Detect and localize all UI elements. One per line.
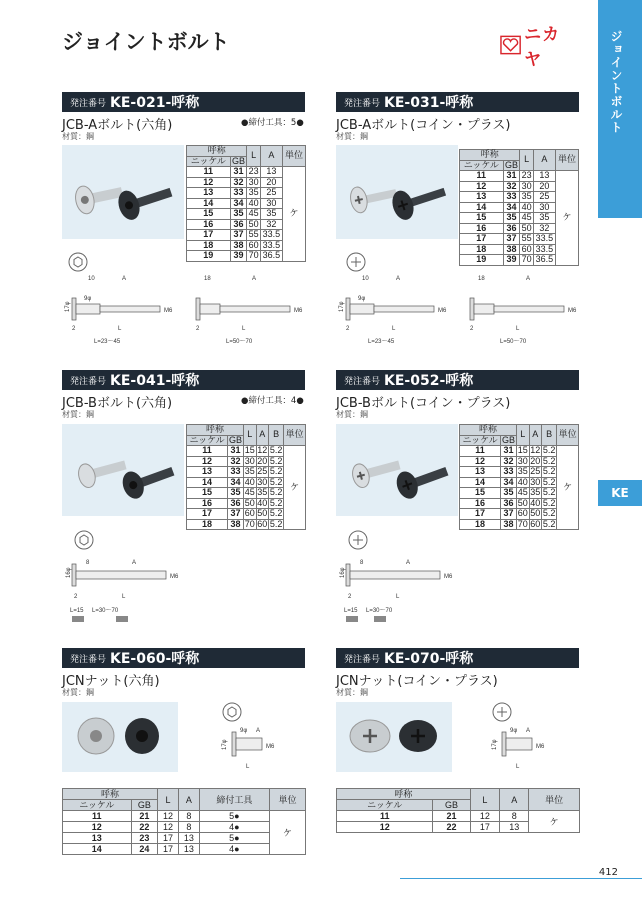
- table-row: 12 32 30 20 5.2: [460, 456, 579, 467]
- col-gb: GB: [232, 155, 246, 166]
- table-row: 13 33 35 25: [460, 192, 579, 203]
- svg-text:L=15: L=15: [70, 608, 84, 614]
- table-row: 15 35 45 35: [460, 213, 579, 224]
- table-row: 16 36 50 40 5.2: [460, 498, 579, 509]
- table-row: 12 32 30 20: [187, 177, 306, 188]
- product-name: JCB-Bボルト(六角): [62, 396, 173, 411]
- table-row: 12 32 30 20 5.2: [187, 456, 306, 467]
- svg-text:A: A: [396, 276, 401, 282]
- order-code: KE-070-呼称: [384, 651, 474, 667]
- table-row: 14 34 40 30: [460, 202, 579, 213]
- svg-text:17φ: 17φ: [222, 739, 228, 750]
- dimension-drawing: [336, 248, 582, 348]
- brand-logo: [500, 25, 576, 70]
- section-header-ke021: [62, 92, 305, 112]
- material: 材質：鋼: [336, 132, 368, 141]
- col-unit: 単位: [283, 146, 306, 167]
- table-row: 17 37 55 33.5: [460, 234, 579, 245]
- product-photo: [336, 424, 458, 516]
- table-row: 12 22 17 13: [337, 822, 580, 833]
- product-photo: [62, 702, 178, 772]
- table-row: 11 31 15 12 5.2 ケ: [460, 446, 579, 457]
- svg-text:8: 8: [86, 560, 90, 566]
- table-row: 18 38 70 60 5.2: [460, 519, 579, 530]
- svg-text:M6: M6: [266, 744, 275, 750]
- svg-text:10: 10: [88, 276, 95, 282]
- table-row: 18 38 60 33.5: [187, 240, 306, 251]
- svg-text:2: 2: [348, 594, 352, 600]
- svg-text:9φ: 9φ: [240, 728, 248, 734]
- spec-table: 呼称 L A B 単位 ニッケル GB 11 31 15 12 5.2 ケ 12 32 30 20 5.2 13 33 35 25 5.2 14 34 40 30 5.2 15 35 45 35 5.2 16 36 50 40 5.2 17 37 60 50 5.2 18 38 70 60 5.2: [186, 424, 306, 530]
- product-name: JCB-Bボルト(コイン・プラス): [336, 396, 511, 411]
- svg-text:2: 2: [470, 326, 474, 332]
- dimension-drawing: [62, 248, 308, 348]
- product-name: JCB-Aボルト(コイン・プラス): [336, 118, 511, 133]
- table-row: 11 21 12 8 ケ: [337, 811, 580, 822]
- svg-text:9φ: 9φ: [84, 296, 92, 302]
- spec-table: 呼称 L A 単位 ニッケル GB 11 31 23 13 ケ 12 32 30 20 13 33 35 25 14 34 40 30 15 35 45 35 16 36 50 32 17 37 55 33.5 18 38 60 33.5 19 39 70 36.5: [459, 149, 579, 266]
- section-header-ke070: 発注番号 KE-070-呼称: [336, 648, 579, 668]
- table-row: 11 31 23 13 ケ: [187, 167, 306, 178]
- svg-text:18: 18: [204, 276, 211, 282]
- spec-table: 呼称 L A B 単位 ニッケル GB 11 31 15 12 5.2 ケ 12 32 30 20 5.2 13 33 35 25 5.2 14 34 40 30 5.2 15 35 45 35 5.2 16 36 50 40 5.2 17 37 60 50 5.2 18 38 70 60 5.2: [459, 424, 579, 530]
- section-header-ke052: 発注番号 KE-052-呼称: [336, 370, 579, 390]
- svg-text:M6: M6: [438, 308, 447, 314]
- svg-text:17φ: 17φ: [65, 301, 71, 312]
- table-row: 11 21 12 8 5● ケ: [63, 811, 306, 822]
- svg-text:A: A: [526, 276, 531, 282]
- side-tab-label: ジョイントボルト: [609, 30, 623, 134]
- table-row: 12 22 12 8 4●: [63, 822, 306, 833]
- order-code: KE-031-呼称: [384, 95, 474, 111]
- svg-text:16φ: 16φ: [340, 567, 346, 578]
- svg-text:17φ: 17φ: [492, 739, 498, 750]
- page-number: 412: [598, 867, 618, 878]
- product-photo: [62, 424, 184, 516]
- svg-text:2: 2: [346, 326, 350, 332]
- svg-text:2: 2: [72, 326, 76, 332]
- svg-text:A: A: [122, 276, 127, 282]
- material: 材質：鋼: [336, 688, 368, 697]
- svg-text:M6: M6: [444, 574, 453, 580]
- svg-text:L: L: [122, 594, 126, 600]
- table-row: 19 39 70 36.5: [187, 251, 306, 262]
- spec-table: 呼称 L A 締付工具 単位 ニッケル GB 11 21 12 8 5● ケ 12 22 12 8 4● 13 23 17 13 5● 14 24 17 13 4●: [62, 788, 306, 855]
- table-row: 17 37 60 50 5.2: [460, 509, 579, 520]
- material: 材質：鋼: [62, 688, 94, 697]
- spec-table: [186, 145, 306, 262]
- product-name: JCNナット(コイン・プラス): [336, 674, 498, 689]
- svg-text:M6: M6: [170, 574, 179, 580]
- table-row: 14 24 17 13 4●: [63, 844, 306, 855]
- svg-text:9φ: 9φ: [510, 728, 518, 734]
- svg-text:17φ: 17φ: [339, 301, 345, 312]
- svg-text:L=30～70: L=30～70: [92, 608, 119, 614]
- dimension-drawing: [210, 698, 310, 778]
- svg-text:9φ: 9φ: [358, 296, 366, 302]
- side-ke-tab[interactable]: KE: [598, 480, 642, 506]
- col-l: L: [247, 146, 260, 167]
- dimension-drawing: [336, 526, 582, 626]
- table-row: 18 38 60 33.5: [460, 244, 579, 255]
- svg-text:2: 2: [196, 326, 200, 332]
- table-row: 11 31 15 12 5.2 ケ: [187, 446, 306, 457]
- page-footer-line: [400, 878, 642, 886]
- svg-text:2: 2: [74, 594, 78, 600]
- section-header-ke060: 発注番号 KE-060-呼称: [62, 648, 305, 668]
- svg-text:L=50～70: L=50～70: [500, 339, 527, 345]
- dimension-drawing: [480, 698, 580, 778]
- order-code: KE-052-呼称: [384, 373, 474, 389]
- svg-text:L=23～45: L=23～45: [368, 339, 395, 345]
- svg-text:M6: M6: [294, 308, 303, 314]
- side-tab[interactable]: [598, 0, 642, 218]
- svg-text:M6: M6: [536, 744, 545, 750]
- table-row: 13 33 35 25: [187, 188, 306, 199]
- table-row: 12 32 30 20: [460, 181, 579, 192]
- svg-text:L: L: [242, 326, 246, 332]
- material: 材質：鋼: [62, 132, 94, 141]
- table-row: 14 34 40 30 5.2: [460, 477, 579, 488]
- svg-text:L=30～70: L=30～70: [366, 608, 393, 614]
- table-row: 14 34 40 30 5.2: [187, 477, 306, 488]
- col-a: A: [260, 146, 282, 167]
- dimension-drawing: [62, 526, 308, 626]
- svg-text:A: A: [526, 728, 531, 734]
- table-row: 13 33 35 25 5.2: [187, 467, 306, 478]
- svg-text:A: A: [256, 728, 261, 734]
- svg-text:L: L: [118, 326, 122, 332]
- svg-text:16φ: 16φ: [66, 567, 72, 578]
- order-code: KE-060-呼称: [110, 651, 200, 667]
- table-row: 17 37 55 33.5: [187, 230, 306, 241]
- table-row: 15 35 45 35 5.2: [460, 488, 579, 499]
- section-header-ke041: 発注番号 KE-041-呼称: [62, 370, 305, 390]
- col-yobi: 呼称: [187, 146, 247, 157]
- spec-table: 呼称 L A 単位 ニッケル GB 11 21 12 8 ケ 12 22 17 13: [336, 788, 580, 833]
- product-photo: [62, 145, 184, 239]
- logo-text: ニカヤ: [524, 25, 561, 70]
- material: 材質：鋼: [336, 410, 368, 419]
- svg-text:L: L: [246, 764, 250, 770]
- unit-cell: ケ: [283, 167, 306, 262]
- product-name: JCB-Aボルト(六角): [62, 118, 173, 133]
- table-row: 13 23 17 13 5●: [63, 833, 306, 844]
- table-row: 16 36 50 32: [187, 219, 306, 230]
- product-photo: [336, 145, 458, 239]
- svg-text:L=15: L=15: [344, 608, 358, 614]
- order-code: KE-041-呼称: [110, 373, 200, 389]
- table-row: 15 35 45 35: [187, 209, 306, 220]
- table-row: 16 36 50 32: [460, 223, 579, 234]
- table-row: 16 36 50 40 5.2: [187, 498, 306, 509]
- tool-info: ●締付工具：4●: [241, 396, 304, 406]
- svg-text:A: A: [132, 560, 137, 566]
- material: 材質：鋼: [62, 410, 94, 419]
- svg-text:18: 18: [478, 276, 485, 282]
- table-row: 18 38 70 60 5.2: [187, 519, 306, 530]
- tool-info: ●締付工具：5●: [241, 118, 304, 128]
- svg-text:M6: M6: [568, 308, 577, 314]
- table-row: 19 39 70 36.5: [460, 255, 579, 266]
- svg-text:L: L: [392, 326, 396, 332]
- table-row: 17 37 60 50 5.2: [187, 509, 306, 520]
- order-label: 発注番号: [70, 98, 107, 109]
- heart-logo-icon: [500, 35, 521, 55]
- svg-text:10: 10: [362, 276, 369, 282]
- order-code: KE-021-呼称: [110, 95, 200, 111]
- product-photo: [336, 702, 452, 772]
- section-header-ke031: 発注番号 KE-031-呼称: [336, 92, 579, 112]
- svg-text:L: L: [516, 326, 520, 332]
- svg-text:A: A: [252, 276, 257, 282]
- svg-text:8: 8: [360, 560, 364, 566]
- svg-text:L=50～70: L=50～70: [226, 339, 253, 345]
- svg-text:L: L: [396, 594, 400, 600]
- svg-text:A: A: [406, 560, 411, 566]
- table-row: 14 34 40 30: [187, 198, 306, 209]
- table-row: 11 31 23 13 ケ: [460, 171, 579, 182]
- svg-text:M6: M6: [164, 308, 173, 314]
- svg-text:L: L: [516, 764, 520, 770]
- table-row: 15 35 45 35 5.2: [187, 488, 306, 499]
- table-row: 13 33 35 25 5.2: [460, 467, 579, 478]
- col-nickel: ニッケル: [187, 156, 231, 167]
- svg-text:L=23～45: L=23～45: [94, 339, 121, 345]
- page-title: ジョイントボルト: [62, 30, 230, 54]
- product-name: JCNナット(六角): [62, 674, 160, 689]
